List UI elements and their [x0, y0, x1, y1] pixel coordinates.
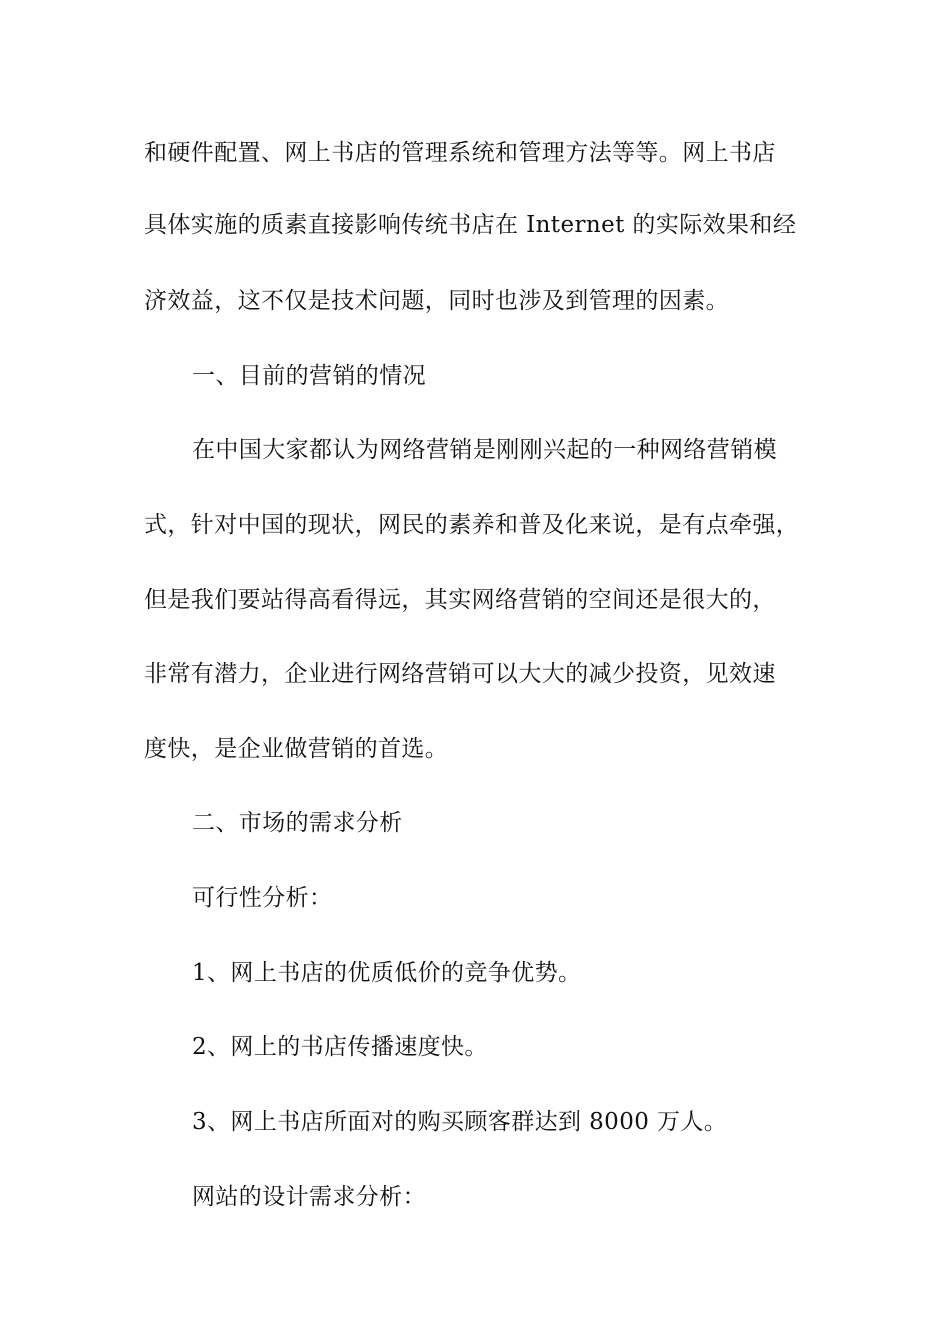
- subheading: 网站的设计需求分析：: [192, 1184, 426, 1210]
- subheading: 可行性分析：: [192, 885, 333, 911]
- list-item: 3、网上书店所面对的购买顾客群达到 8000 万人。: [192, 1109, 728, 1135]
- body-text-line: 式，针对中国的现状，网民的素养和普及化来说，是有点牵强，: [144, 512, 800, 538]
- body-text-line: 但是我们要站得高看得远，其实网络营销的空间还是很大的，: [144, 587, 776, 613]
- body-text-line: 济效益，这不仅是技术问题，同时也涉及到管理的因素。: [144, 288, 729, 314]
- body-text-line: 和硬件配置、网上书店的管理系统和管理方法等等。网上书店: [144, 140, 776, 166]
- body-text-line: 在中国大家都认为网络营销是刚刚兴起的一种网络营销模: [192, 437, 777, 463]
- section-heading: 二、市场的需求分析: [192, 810, 403, 836]
- section-heading: 一、目前的营销的情况: [192, 363, 426, 389]
- body-text-line: 度快，是企业做营销的首选。: [144, 736, 449, 762]
- list-item: 2、网上的书店传播速度快。: [192, 1034, 488, 1060]
- body-text-line: 非常有潜力，企业进行网络营销可以大大的减少投资，见效速: [144, 661, 776, 687]
- body-text-line: 具体实施的质素直接影响传统书店在 Internet 的实际效果和经: [144, 212, 797, 238]
- list-item: 1、网上书店的优质低价的竞争优势。: [192, 960, 582, 986]
